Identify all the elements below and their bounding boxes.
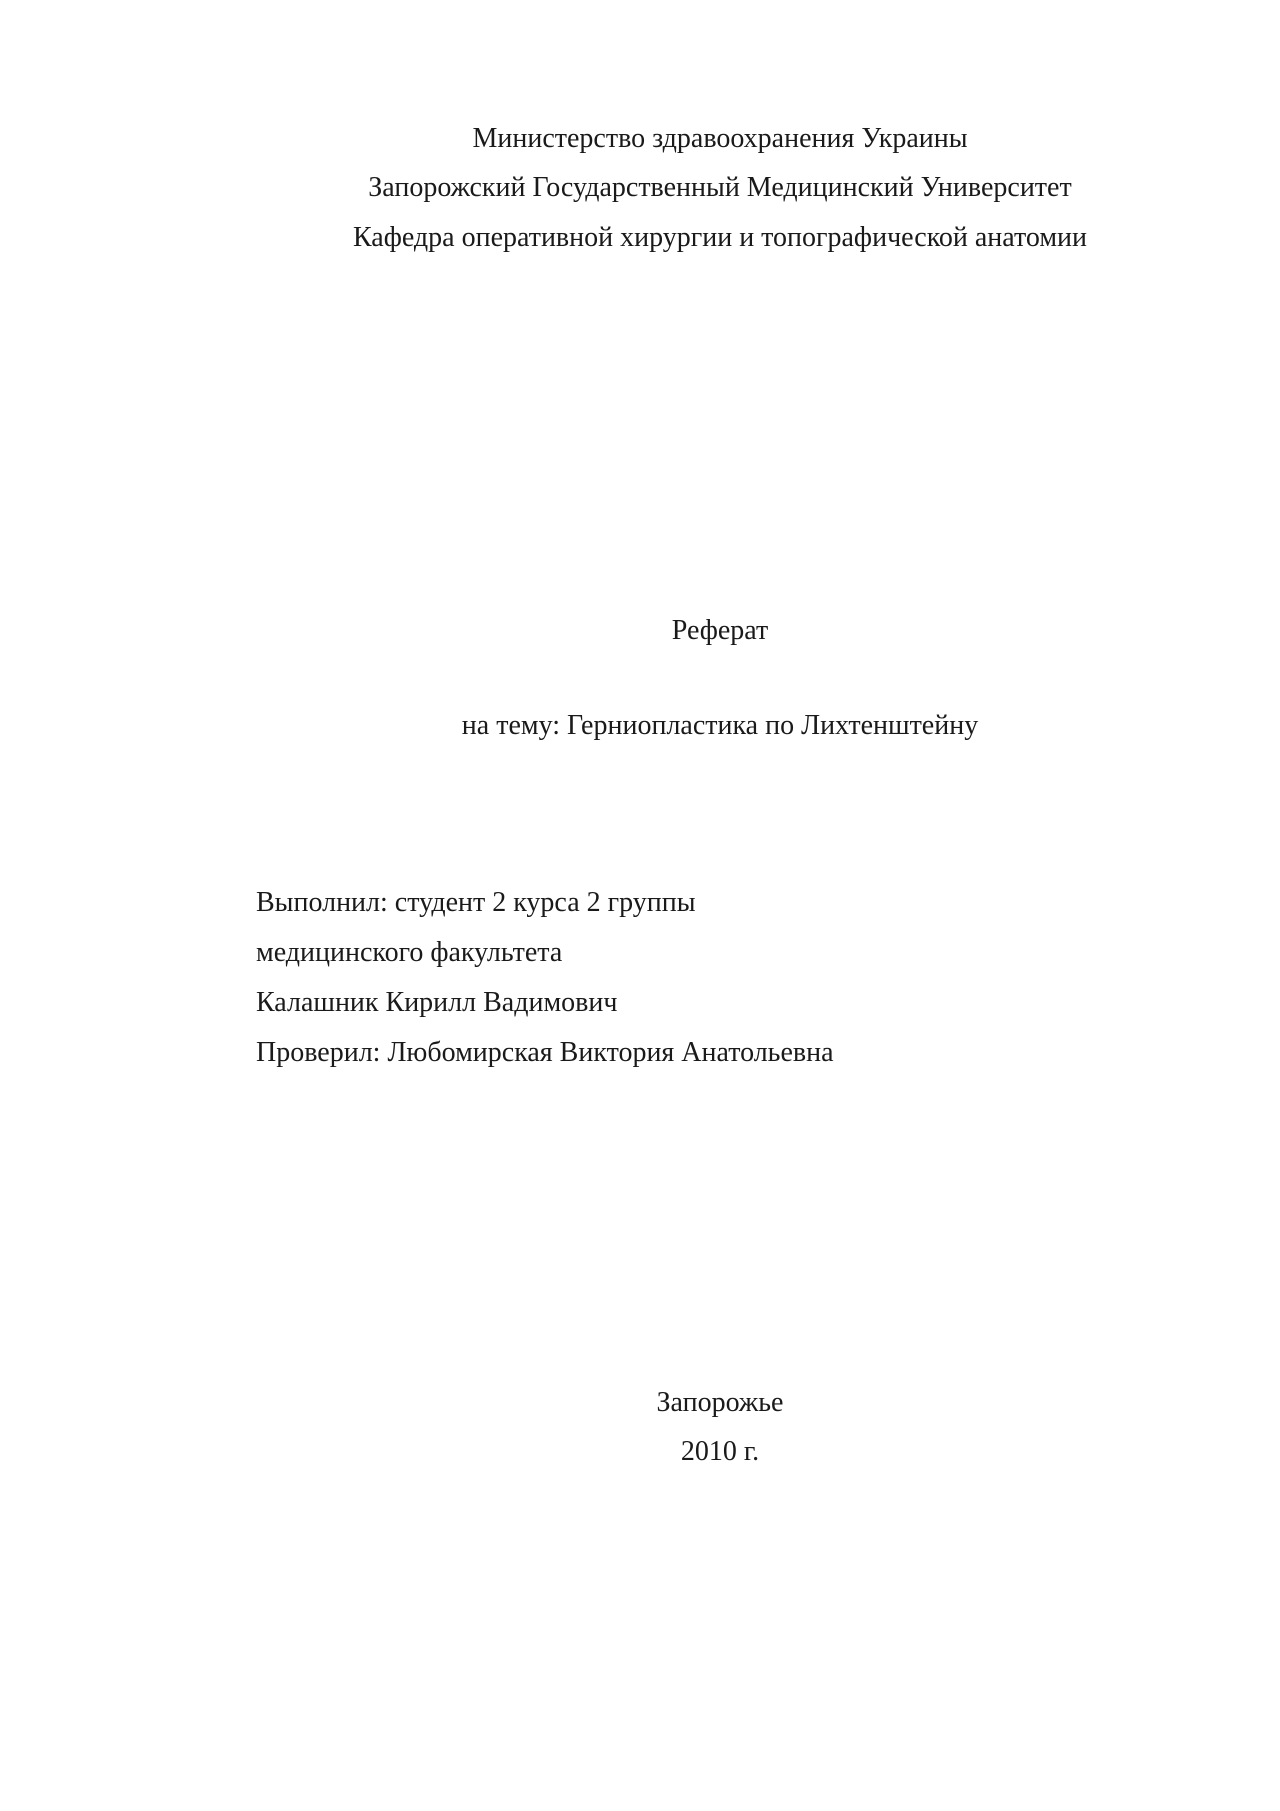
document-topic: на тему: Герниопластика по Лихтенштейну xyxy=(461,710,979,741)
author-line-performed-by: Выполнил: студент 2 курса 2 группы xyxy=(256,887,696,918)
university-line: Запорожский Государственный Медицинский Университет xyxy=(368,172,1072,203)
footer-city: Запорожье xyxy=(656,1387,784,1418)
author-line-faculty: медицинского факультета xyxy=(256,937,563,968)
footer-year: 2010 г. xyxy=(680,1436,760,1467)
reviewer-line: Проверил: Любомирская Виктория Анатольевна xyxy=(256,1037,834,1068)
author-line-name: Калашник Кирилл Вадимович xyxy=(256,987,618,1018)
ministry-line: Министерство здравоохранения Украины xyxy=(472,123,968,154)
document-type-title: Реферат xyxy=(671,615,769,646)
department-line: Кафедра оперативной хирургии и топографической анатомии xyxy=(352,222,1087,253)
